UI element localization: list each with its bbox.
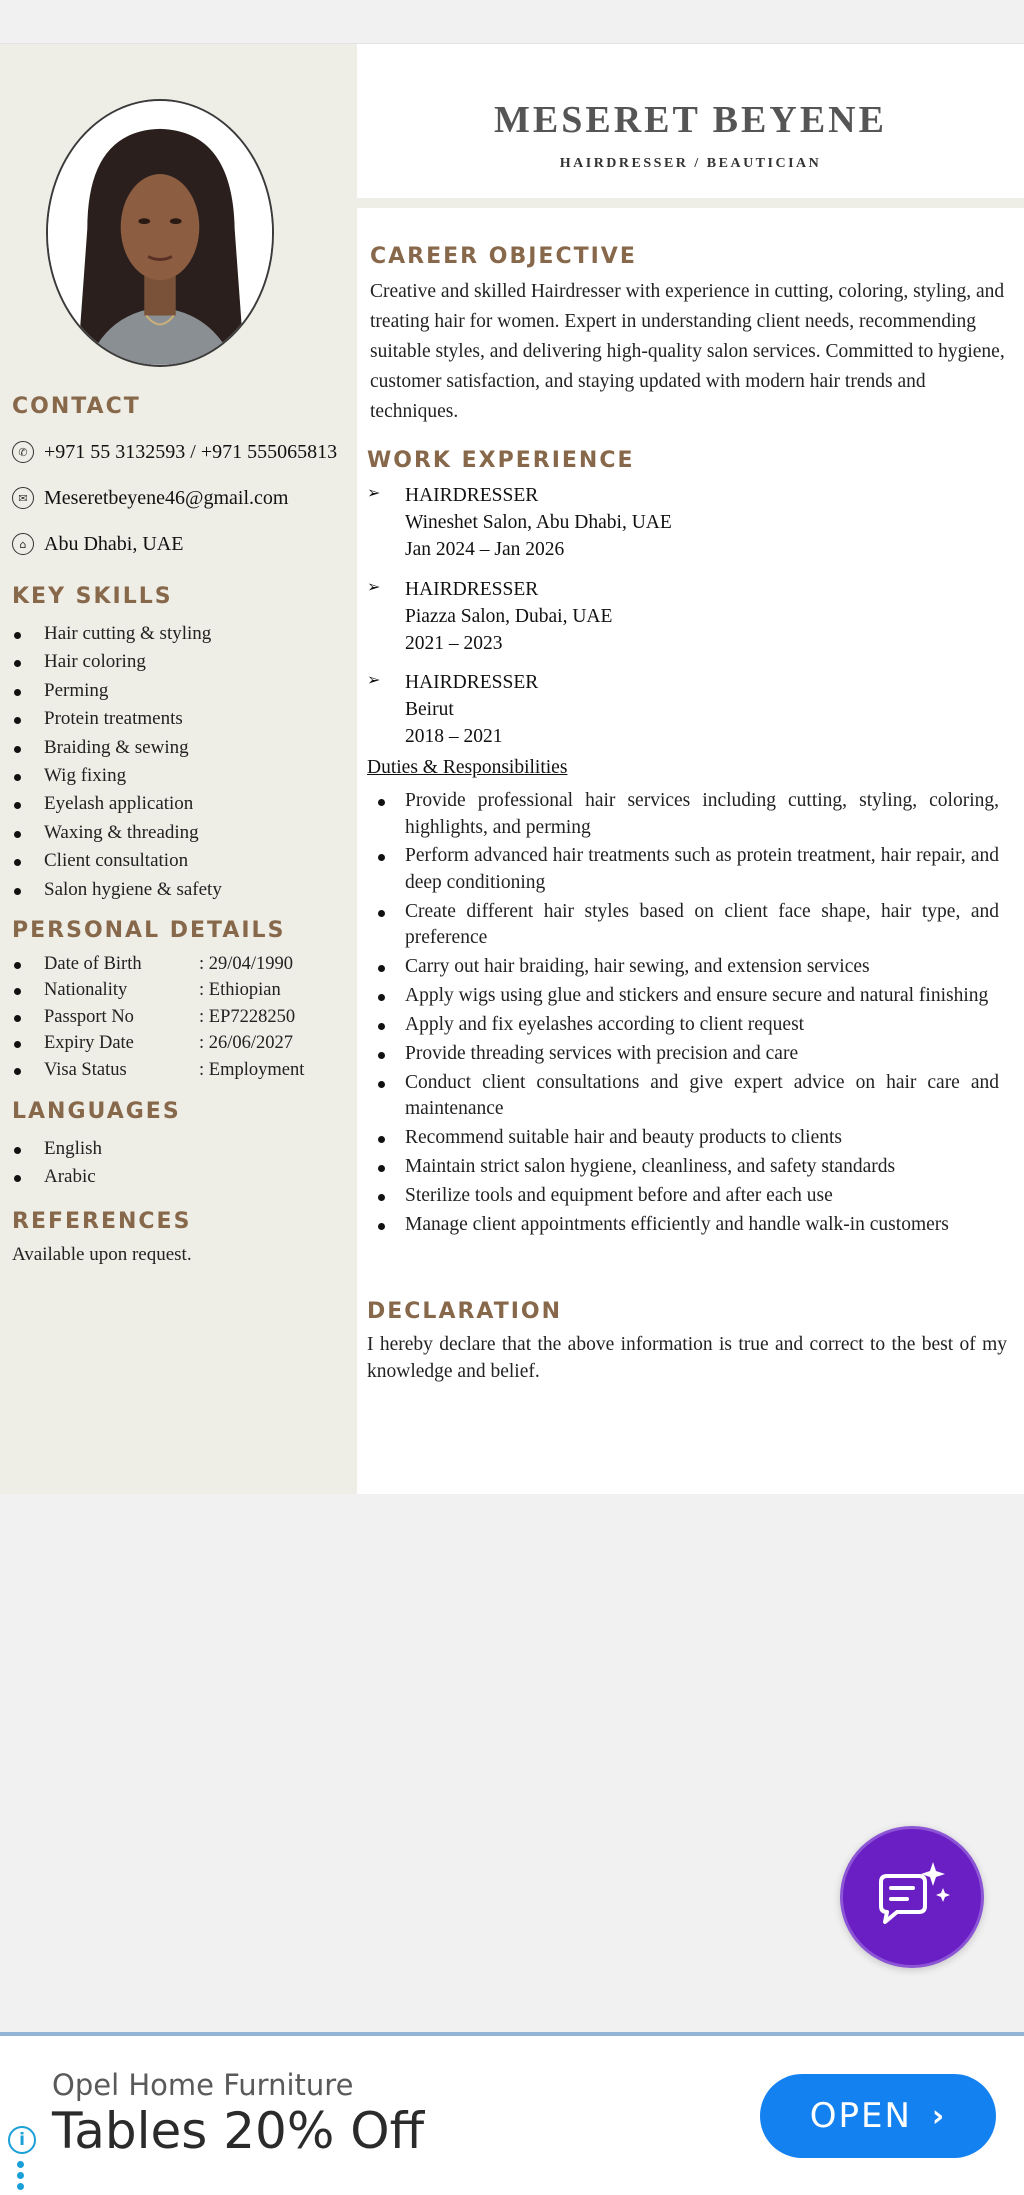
languages-heading: LANGUAGES bbox=[12, 1099, 181, 1124]
list-item: Wig fixing bbox=[12, 762, 222, 790]
name-header bbox=[357, 44, 1024, 208]
list-item: Provide professional hair services including cutting, styling, coloring, highlights, and perming bbox=[367, 788, 999, 841]
duties-heading: Duties & Responsibilities bbox=[367, 757, 568, 778]
detail-value: : Ethiopian bbox=[199, 980, 281, 1001]
email-text: Meseretbeyene46@gmail.com bbox=[44, 486, 289, 509]
references-heading: REFERENCES bbox=[12, 1209, 192, 1234]
detail-label: Nationality bbox=[44, 980, 128, 1001]
contact-location bbox=[12, 530, 183, 558]
detail-value: : EP7228250 bbox=[199, 1006, 296, 1027]
chevron-right-icon: › bbox=[931, 2098, 947, 2134]
arrow-bullet-icon: ➢ bbox=[367, 577, 381, 596]
location-text: Abu Dhabi, UAE bbox=[44, 532, 184, 555]
detail-label: Passport No bbox=[44, 1006, 134, 1027]
job-entry bbox=[367, 482, 1007, 563]
detail-row bbox=[12, 1030, 304, 1056]
list-item: Protein treatments bbox=[12, 705, 222, 733]
work-experience-heading: WORK EXPERIENCE bbox=[367, 448, 635, 473]
key-skills-heading: KEY SKILLS bbox=[12, 584, 173, 609]
job-role: HAIRDRESSER bbox=[405, 579, 539, 600]
list-item: Apply wigs using glue and stickers and ensure secure and natural finishing bbox=[367, 983, 999, 1010]
ad-banner[interactable] bbox=[0, 2032, 1024, 2195]
list-item: Perform advanced hair treatments such as protein treatment, hair repair, and deep conditioning bbox=[367, 843, 999, 896]
list-item: Arabic bbox=[12, 1163, 102, 1191]
contact-phone[interactable] bbox=[12, 438, 337, 466]
list-item: Waxing & threading bbox=[12, 819, 222, 847]
duties-list bbox=[367, 788, 999, 1241]
top-bar bbox=[0, 0, 1024, 44]
email-icon: ✉ bbox=[12, 487, 34, 509]
job-period: Jan 2024 – Jan 2026 bbox=[405, 539, 565, 560]
list-item: Braiding & sewing bbox=[12, 734, 222, 762]
person-name: MESERET BEYENE bbox=[494, 99, 887, 141]
job-title: HAIRDRESSER / BEAUTICIAN bbox=[559, 156, 822, 171]
list-item: Manage client appointments efficiently and handle walk-in customers bbox=[367, 1212, 999, 1239]
arrow-bullet-icon: ➢ bbox=[367, 670, 381, 689]
detail-label: Expiry Date bbox=[44, 1033, 134, 1054]
detail-row bbox=[12, 977, 304, 1003]
list-item: Maintain strict salon hygiene, cleanliness, and safety standards bbox=[367, 1154, 999, 1181]
resume-main bbox=[357, 44, 1024, 1494]
job-place: Wineshet Salon, Abu Dhabi, UAE bbox=[405, 512, 672, 533]
list-item: Sterilize tools and equipment before and after each use bbox=[367, 1183, 999, 1210]
list-item: Carry out hair braiding, hair sewing, and extension services bbox=[367, 954, 999, 981]
list-item: Perming bbox=[12, 677, 222, 705]
job-period: 2021 – 2023 bbox=[405, 633, 503, 654]
key-skills-list bbox=[12, 620, 222, 904]
references-text: Available upon request. bbox=[12, 1244, 192, 1265]
job-place: Piazza Salon, Dubai, UAE bbox=[405, 606, 613, 627]
detail-value: : 29/04/1990 bbox=[199, 954, 294, 974]
ad-brand[interactable]: Opel Home Furniture bbox=[52, 2068, 354, 2102]
list-item: Salon hygiene & safety bbox=[12, 876, 222, 904]
detail-row bbox=[12, 951, 304, 977]
declaration-text: I hereby declare that the above information is true and correct to the best of my knowledge and belief. bbox=[367, 1334, 1007, 1382]
contact-heading: CONTACT bbox=[12, 394, 141, 419]
resume-document bbox=[0, 44, 1024, 1494]
list-item: Hair coloring bbox=[12, 648, 222, 676]
job-period: 2018 – 2021 bbox=[405, 726, 503, 747]
ai-chat-sparkle-icon bbox=[867, 1852, 957, 1942]
ad-open-button[interactable] bbox=[760, 2074, 996, 2158]
list-item: Conduct client consultations and give expert advice on hair care and maintenance bbox=[367, 1070, 999, 1123]
resume-sidebar bbox=[0, 44, 357, 1494]
career-objective-heading: CAREER OBJECTIVE bbox=[370, 244, 637, 269]
career-objective-text: Creative and skilled Hairdresser with experience in cutting, coloring, styling, and treating hair for women. Expert in understanding client needs, recommending suitable styles, and delivering high-quality salon services. Committed to hygiene, customer satisfaction, and staying updated with modern hair trends and techniques. bbox=[370, 281, 1005, 422]
languages-list bbox=[12, 1135, 102, 1192]
phone-text: +971 55 3132593 / +971 555065813 bbox=[44, 440, 338, 463]
list-item: Apply and fix eyelashes according to client request bbox=[367, 1012, 999, 1039]
ad-open-label: OPEN bbox=[809, 2096, 912, 2136]
list-item: English bbox=[12, 1135, 102, 1163]
list-item: Recommend suitable hair and beauty products to clients bbox=[367, 1125, 999, 1152]
list-item: Create different hair styles based on client face shape, hair type, and preference bbox=[367, 899, 999, 952]
ai-chat-fab[interactable] bbox=[840, 1826, 984, 1968]
contact-email[interactable] bbox=[12, 484, 288, 512]
detail-row bbox=[12, 1004, 304, 1030]
home-icon: ⌂ bbox=[12, 533, 34, 555]
detail-value: : Employment bbox=[199, 1059, 305, 1080]
arrow-bullet-icon: ➢ bbox=[367, 483, 381, 502]
ad-offer[interactable]: Tables 20% Off bbox=[52, 2102, 425, 2160]
job-entry bbox=[367, 669, 1007, 750]
phone-icon: ✆ bbox=[12, 441, 34, 463]
job-entry bbox=[367, 576, 1007, 657]
declaration-heading: DECLARATION bbox=[367, 1299, 563, 1324]
personal-details-heading: PERSONAL DETAILS bbox=[12, 918, 286, 943]
detail-label: Visa Status bbox=[44, 1059, 127, 1080]
job-role: HAIRDRESSER bbox=[405, 485, 539, 506]
list-item: Hair cutting & styling bbox=[12, 620, 222, 648]
list-item: Client consultation bbox=[12, 847, 222, 875]
job-place: Beirut bbox=[405, 699, 454, 720]
info-icon[interactable]: i bbox=[8, 2126, 36, 2154]
personal-details-list bbox=[12, 951, 304, 1083]
list-item: Provide threading services with precision and care bbox=[367, 1041, 999, 1068]
detail-value: : 26/06/2027 bbox=[199, 1033, 294, 1054]
job-role: HAIRDRESSER bbox=[405, 672, 539, 693]
detail-row bbox=[12, 1057, 304, 1083]
more-vertical-icon[interactable] bbox=[17, 2161, 25, 2194]
list-item: Eyelash application bbox=[12, 790, 222, 818]
profile-photo bbox=[46, 99, 274, 367]
detail-label: Date of Birth bbox=[44, 954, 142, 974]
